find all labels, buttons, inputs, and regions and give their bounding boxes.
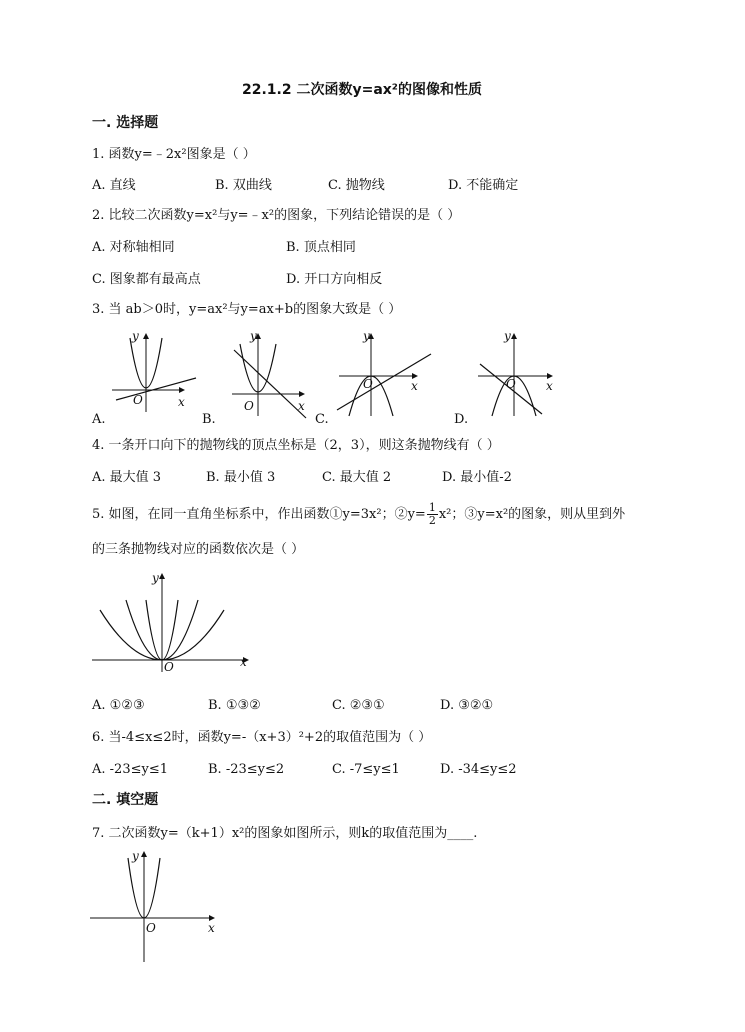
question-4-option-b[interactable]: B. 最小值 3: [206, 470, 276, 485]
axis-y-label: y: [132, 329, 139, 343]
question-6-option-d[interactable]: D. -34≤y≤2: [440, 762, 517, 777]
question-7-stem: 7. 二次函数y=（k+1）x²的图象如图所示，则k的取值范围为____.: [92, 826, 478, 841]
question-2-option-b[interactable]: B. 顶点相同: [286, 240, 356, 255]
question-3-option-c[interactable]: C.: [315, 412, 329, 427]
question-5-option-c[interactable]: C. ②③①: [332, 698, 385, 713]
q3-graph-d: [474, 328, 560, 424]
question-3-option-b[interactable]: B.: [202, 412, 216, 427]
fraction-one-half: [427, 502, 438, 527]
question-4-stem: 4. 一条开口向下的抛物线的顶点坐标是（2，3），则这条抛物线有（ ）: [92, 438, 500, 453]
axis-y-label: y: [250, 329, 257, 343]
question-3-option-d[interactable]: D.: [454, 412, 469, 427]
origin-label: O: [146, 921, 156, 935]
question-5-stem-line2: 的三条抛物线对应的函数依次是（ ）: [92, 542, 305, 557]
axis-x-label: x: [178, 395, 185, 409]
axis-y-label: y: [132, 849, 139, 863]
question-2-option-c[interactable]: C. 图象都有最高点: [92, 272, 201, 287]
question-4-option-d[interactable]: D. 最小值-2: [442, 470, 512, 485]
question-1-stem: 1. 函数y=﹣2x²图象是（ ）: [92, 147, 256, 162]
q7-graph: [88, 848, 220, 970]
q3-graph-a: [108, 328, 200, 418]
axis-x-label: x: [411, 379, 418, 393]
q3-graph-b: [228, 328, 320, 424]
origin-label: O: [133, 393, 143, 407]
question-5-option-a[interactable]: A. ①②③: [92, 698, 145, 713]
question-6-option-a[interactable]: A. -23≤y≤1: [92, 762, 168, 777]
question-5-option-b[interactable]: B. ①③②: [208, 698, 261, 713]
axis-x-label: x: [240, 655, 247, 669]
question-5-stem-pre: 5. 如图，在同一直角坐标系中，作出函数①y=3x²；②y=: [92, 507, 426, 522]
question-5-stem-post: x²；③y=x²的图象，则从里到外: [438, 507, 626, 522]
question-2-stem: 2. 比较二次函数y=x²与y=﹣x²的图象，下列结论错误的是（ ）: [92, 208, 461, 223]
axis-y-label: y: [504, 329, 511, 343]
fraction-denominator: 2: [428, 514, 436, 527]
origin-label: O: [164, 660, 174, 674]
question-1-option-d[interactable]: D. 不能确定: [448, 178, 519, 193]
question-1-option-c[interactable]: C. 抛物线: [328, 178, 385, 193]
question-6-stem: 6. 当-4≤x≤2时，函数y=-（x+3）²+2的取值范围为（ ）: [92, 730, 432, 745]
question-4-option-c[interactable]: C. 最大值 2: [322, 470, 392, 485]
question-2-option-a[interactable]: A. 对称轴相同: [92, 240, 175, 255]
question-6-option-b[interactable]: B. -23≤y≤2: [208, 762, 285, 777]
axis-x-label: x: [298, 399, 305, 413]
question-2-option-d[interactable]: D. 开口方向相反: [286, 272, 383, 287]
section-heading-choice: 一. 选择题: [92, 115, 159, 131]
question-1-option-b[interactable]: B. 双曲线: [215, 178, 272, 193]
axis-x-label: x: [546, 379, 553, 393]
question-6-option-c[interactable]: C. -7≤y≤1: [332, 762, 400, 777]
question-4-option-a[interactable]: A. 最大值 3: [92, 470, 162, 485]
question-5-stem: [92, 502, 625, 527]
question-3-stem: 3. 当 ab＞0时，y=ax²与y=ax+b的图象大致是（ ）: [92, 302, 402, 317]
q5-graph: [90, 568, 256, 678]
question-5-option-d[interactable]: D. ③②①: [440, 698, 494, 713]
origin-label: O: [506, 377, 516, 391]
axis-y-label: y: [363, 329, 370, 343]
fraction-numerator: 1: [428, 501, 436, 514]
page-title: 22.1.2 二次函数y=ax²的图像和性质: [242, 82, 482, 98]
origin-label: O: [363, 377, 373, 391]
question-1-option-a[interactable]: A. 直线: [92, 178, 136, 193]
question-3-option-a[interactable]: A.: [92, 412, 106, 427]
origin-label: O: [244, 399, 254, 413]
axis-x-label: x: [208, 921, 215, 935]
q3-graph-c: [335, 328, 435, 424]
axis-y-label: y: [152, 571, 159, 585]
section-heading-fill: 二. 填空题: [92, 792, 159, 808]
